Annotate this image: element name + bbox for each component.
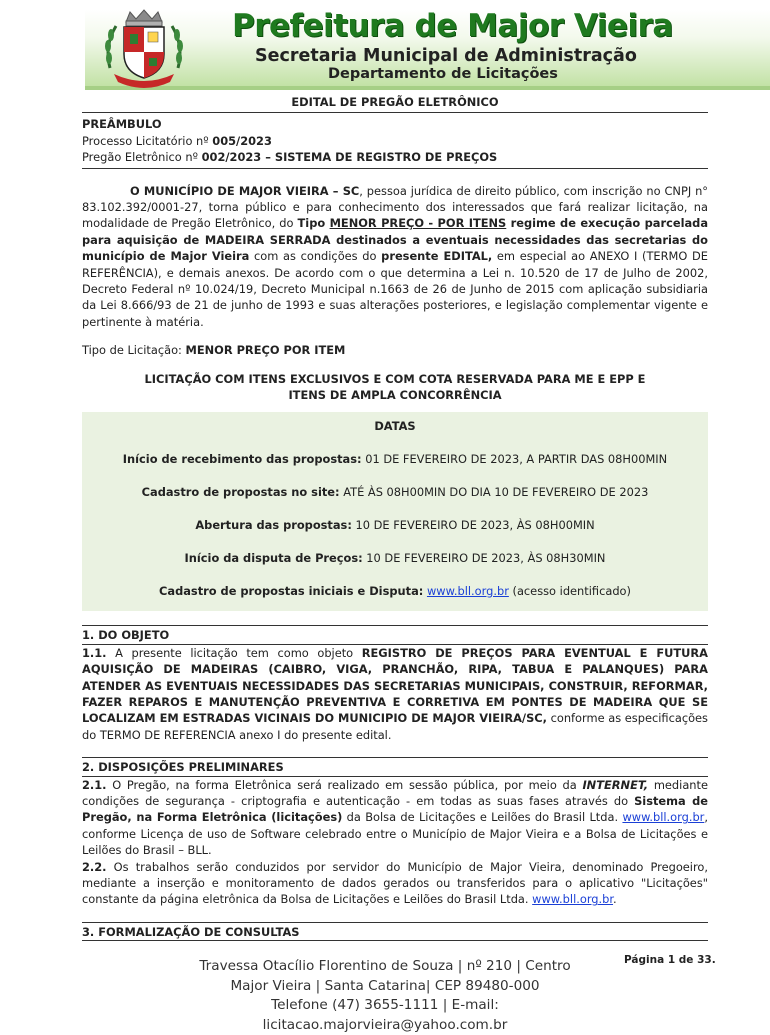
clause-text: O Pregão, na forma Eletrônica será realizado em sessão pública, por meio da — [106, 777, 583, 792]
footer-line-address: Travessa Otacílio Florentino de Souza | nº 210 | Centro — [199, 958, 571, 974]
intro-menor-preco: MENOR PREÇO - POR ITENS — [329, 216, 507, 231]
clause-number: 2.1. — [82, 777, 107, 792]
clause-2-1 — [82, 777, 708, 859]
data-item-site — [82, 583, 708, 599]
footer-line-city: Major Vieira | Santa Catarina| CEP 89480-000 — [230, 977, 540, 994]
bll-link[interactable]: www.bll.org.br — [622, 810, 705, 825]
clause-number: 2.2. — [82, 859, 107, 874]
data-value: ATÉ ÀS 08H00MIN DO DIA 10 DE FEVEREIRO DE 2023 — [339, 484, 649, 499]
datas-heading: DATAS — [374, 418, 416, 433]
processo-label: Processo Licitatório nº — [82, 133, 213, 148]
document-body — [82, 94, 708, 941]
clause-sistema: Sistema de Pregão, na Forma Eletrônica (licitações) — [82, 794, 708, 825]
page-number: Página 1 de 33. — [624, 954, 716, 966]
data-item-abertura — [82, 517, 708, 533]
clause-text: A presente licitação tem como objeto — [106, 645, 362, 660]
intro-tipo: Tipo — [297, 216, 330, 231]
section-objeto-body — [82, 645, 708, 743]
clause-text: , conforme Licença de uso de Software celebrado entre o Município de Major Vieira e a Bolsa de Licitações e Leilões do Brasil – BLL. — [82, 810, 708, 858]
document-title: EDITAL DE PREGÃO ELETRÔNICO — [291, 95, 499, 109]
clause-text: mediante condições de segurança - criptografia e autenticação - em todas as suas fases através do — [82, 777, 709, 809]
bll-link[interactable]: www.bll.org.br — [532, 892, 614, 907]
header-title: Prefeitura de Major Vieira — [232, 8, 673, 44]
data-value: 10 DE FEVEREIRO DE 2023, ÀS 08H30MIN — [362, 550, 606, 565]
footer-line-contact: Telefone (47) 3655-1111 | E-mail: licitacao.majorvieira@yahoo.com.br — [262, 997, 508, 1033]
tipo-licitacao — [82, 342, 708, 358]
data-suffix: (acesso identificado) — [508, 583, 631, 598]
clause-text: . — [613, 892, 617, 907]
preambulo-heading: PREÂMBULO — [82, 117, 162, 132]
data-label: Abertura das propostas: — [195, 517, 352, 532]
intro-edital: presente EDITAL, — [381, 249, 493, 264]
clause-text: Os trabalhos serão conduzidos por servidor do Município de Major Vieira, denominado Pregoeiro, mediante a inserção e monitoramento de dados gerados ou transferidos para o aplicativo "Licitações" constante da página eletrônica da Bolsa de Licitações e Leilões do Brasil Ltda. — [82, 859, 708, 907]
preambulo-block — [82, 112, 708, 165]
clause-number: 1.1. — [82, 645, 107, 660]
intro-municipio: O MUNICÍPIO DE MAJOR VIEIRA – SC — [130, 183, 360, 198]
intro-regime: regime de execução parcelada para aquisição de MADEIRA SERRADA destinados a eventuais necessidades das secretarias do município de Major Vieira — [82, 216, 709, 264]
intro-text-1: , pessoa jurídica de direito público, com inscrição no CNPJ n° 83.102.392/0001-27, torna público e para conhecimento dos interessados que fará realizar licitação, na modalidade de Pregão Eletrônico, do — [82, 183, 708, 231]
data-label: Cadastro de propostas iniciais e Disputa: — [159, 583, 424, 598]
tipo-value: MENOR PREÇO POR ITEM — [185, 343, 346, 358]
datas-box — [82, 412, 708, 612]
section-heading-disposicoes: 2. DISPOSIÇÕES PRELIMINARES — [82, 757, 708, 776]
header-subtitle-secretaria: Secretaria Municipal de Administração — [255, 46, 637, 66]
data-value: 01 DE FEVEREIRO DE 2023, A PARTIR DAS 08H00MIN — [361, 451, 668, 466]
data-label: Cadastro de propostas no site: — [141, 484, 340, 499]
section-heading-consultas: 3. FORMALIZAÇÃO DE CONSULTAS — [82, 922, 708, 941]
data-item-disputa — [82, 550, 708, 566]
licitacao-note: LICITAÇÃO COM ITENS EXCLUSIVOS E COM COTA RESERVADA PARA ME E EPP E ITENS DE AMPLA CONCORRÊNCIA — [144, 371, 646, 403]
data-item-recebimento — [82, 451, 708, 467]
section-heading-objeto: 1. DO OBJETO — [82, 625, 708, 644]
clause-text: da Bolsa de Licitações e Leilões do Brasil Ltda. — [342, 810, 623, 825]
footer-address — [150, 957, 620, 1035]
data-value: 10 DE FEVEREIRO DE 2023, ÀS 08H00MIN — [351, 517, 595, 532]
bll-link[interactable]: www.bll.org.br — [426, 583, 509, 598]
clause-objeto-bold: REGISTRO DE PREÇOS PARA EVENTUAL E FUTURA AQUISIÇÃO DE MADEIRAS (CAIBRO, VIGA, PRANCHÃO, RIPA, TABUA E PALANQUES) PARA ATENDER AS EVENTUAIS NECESSIDADES DAS SECRETARIAS MUNICIPAIS, CONSTRUIR, REFORMAR, FAZER REPAROS E MANUTENÇÃO PREVENTIVA E CORRETIVA EM PONTES DE MADEIRA QUE SE LOCALIZAM EM ESTRADAS VICINAIS DO MUNICIPIO DE MAJOR VIEIRA/SC, — [82, 645, 708, 726]
tipo-label: Tipo de Licitação: — [82, 343, 186, 358]
intro-paragraph — [82, 183, 708, 331]
header-subtitle-departamento: Departamento de Licitações — [328, 66, 558, 82]
data-item-cadastro — [82, 484, 708, 500]
data-label: Início de recebimento das propostas: — [122, 451, 362, 466]
divider — [82, 168, 708, 169]
letterhead — [0, 0, 770, 90]
intro-text-3: em especial ao ANEXO I (TERMO DE REFERÊNCIA), e demais anexos. De acordo com o que determina a Lei n. 10.520 de 17 de Julho de 2002, Decreto Federal nº 10.024/19, Decreto Municipal n.1663 de 26 de Junho de 2015 com aplicação subsidiaria da Lei 8.666/93 de 21 de junho de 1993 e suas alterações posteriores, e legislação complementar vigente e pertinente à matéria. — [82, 249, 708, 329]
data-label: Início da disputa de Preços: — [184, 550, 363, 565]
clause-2-2 — [82, 859, 708, 908]
pregao-label: Pregão Eletrônico nº — [82, 150, 202, 165]
processo-value: 005/2023 — [212, 133, 272, 148]
clause-text: conforme as especificações do TERMO DE REFERENCIA anexo I do presente edital. — [82, 711, 708, 742]
clause-internet: INTERNET, — [582, 777, 649, 792]
processo-line — [82, 133, 708, 149]
municipal-crest-icon — [100, 8, 188, 88]
intro-text-2: com as condições do — [249, 249, 382, 264]
pregao-line — [82, 149, 708, 165]
pregao-value: 002/2023 – SISTEMA DE REGISTRO DE PREÇOS — [201, 150, 498, 165]
